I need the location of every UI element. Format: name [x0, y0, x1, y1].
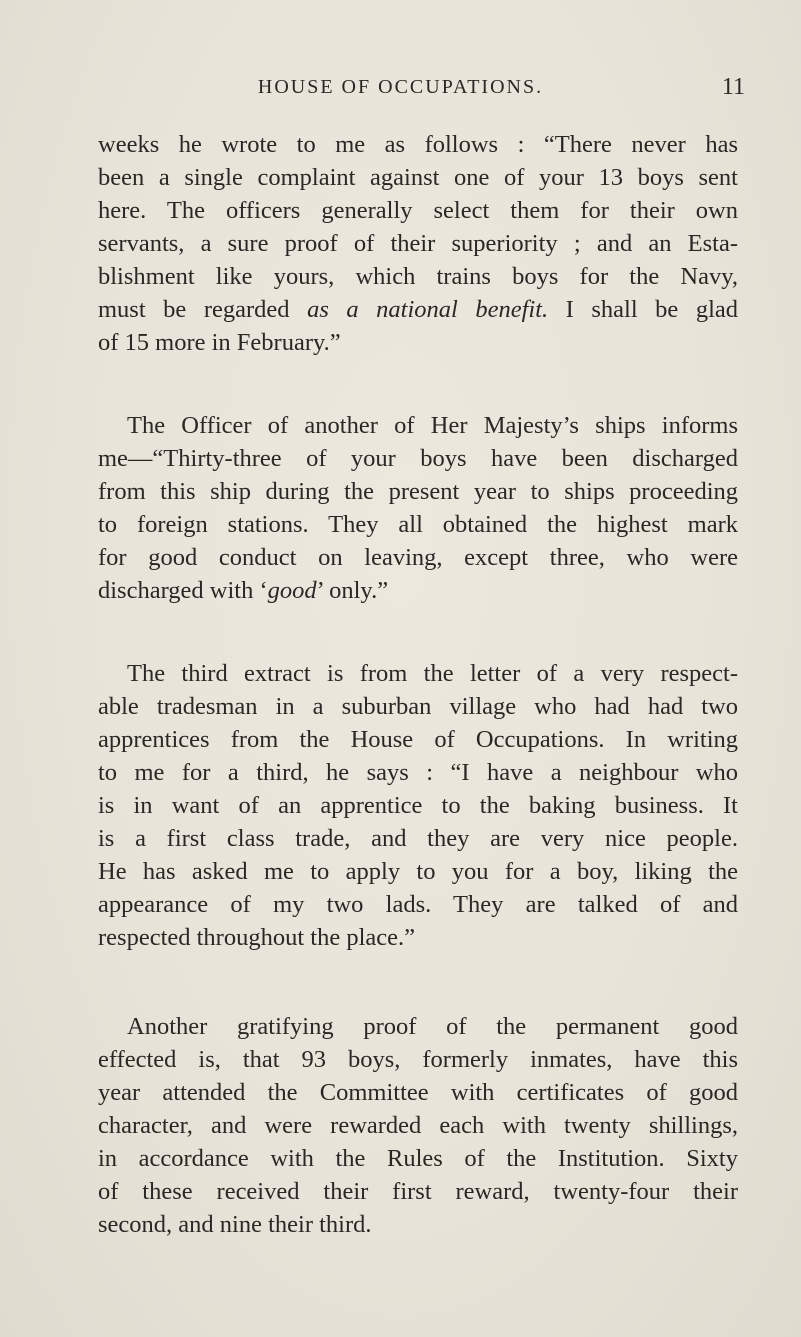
text-line: is a first class trade, and they are very nice people. [98, 825, 738, 852]
italic-word: good [267, 577, 317, 604]
text-line: respected throughout the place.” [98, 924, 416, 951]
paragraph-4 [98, 1010, 738, 1241]
text-span: must be regarded [98, 296, 308, 323]
paragraph-1 [98, 128, 738, 359]
text-line: to me for a third, he says : “I have a neighbour who [98, 759, 738, 786]
text-span: ’ only.” [316, 577, 389, 604]
text-span: I shall be glad [548, 296, 739, 323]
running-title: HOUSE OF OCCUPATIONS. [257, 76, 544, 98]
page-number: 11 [721, 74, 745, 100]
text-line: The third extract is from the letter of a very respect- [127, 660, 738, 687]
text-line: to foreign stations. They all obtained the highest mark [98, 511, 738, 538]
text-line: servants, a sure proof of their superiority ; and an Esta- [98, 230, 738, 257]
text-line: The Officer of another of Her Majesty’s ships informs [127, 412, 738, 439]
text-line: of these received their first reward, twenty-four their [98, 1178, 738, 1205]
text-line: of 15 more in February.” [98, 329, 341, 356]
text-line [98, 574, 738, 607]
text-line: been a single complaint against one of your 13 boys sent [98, 164, 738, 191]
text-line: second, and nine their third. [98, 1211, 372, 1238]
text-line: me—“Thirty-three of your boys have been discharged [98, 445, 738, 472]
paragraph-2 [98, 409, 738, 607]
text-line: is in want of an apprentice to the baking business. It [98, 792, 738, 819]
text-span: discharged with ‘ [98, 577, 268, 604]
text-line: apprentices from the House of Occupations. In writing [98, 726, 738, 753]
text-line: in accordance with the Rules of the Institution. Sixty [98, 1145, 738, 1172]
text-line: effected is, that 93 boys, formerly inmates, have this [98, 1046, 738, 1073]
text-line: He has asked me to apply to you for a boy, liking the [98, 858, 738, 885]
text-line: here. The officers generally select them for their own [98, 197, 738, 224]
text-line: character, and were rewarded each with twenty shillings, [98, 1112, 738, 1139]
body-text [98, 128, 738, 1241]
italic-phrase: as a national benefit. [307, 296, 549, 323]
page-header [0, 74, 801, 104]
text-line: appearance of my two lads. They are talked of and [98, 891, 738, 918]
text-line: for good conduct on leaving, except three, who were [98, 544, 738, 571]
text-line: from this ship during the present year to ships proceeding [98, 478, 738, 505]
text-line: Another gratifying proof of the permanent good [127, 1013, 738, 1040]
text-line [98, 293, 738, 326]
text-line: able tradesman in a suburban village who had had two [98, 693, 738, 720]
paragraph-3 [98, 657, 738, 954]
text-line: blishment like yours, which trains boys for the Navy, [98, 263, 738, 290]
text-line: weeks he wrote to me as follows : “There never has [98, 131, 738, 158]
text-line: year attended the Committee with certificates of good [98, 1079, 738, 1106]
